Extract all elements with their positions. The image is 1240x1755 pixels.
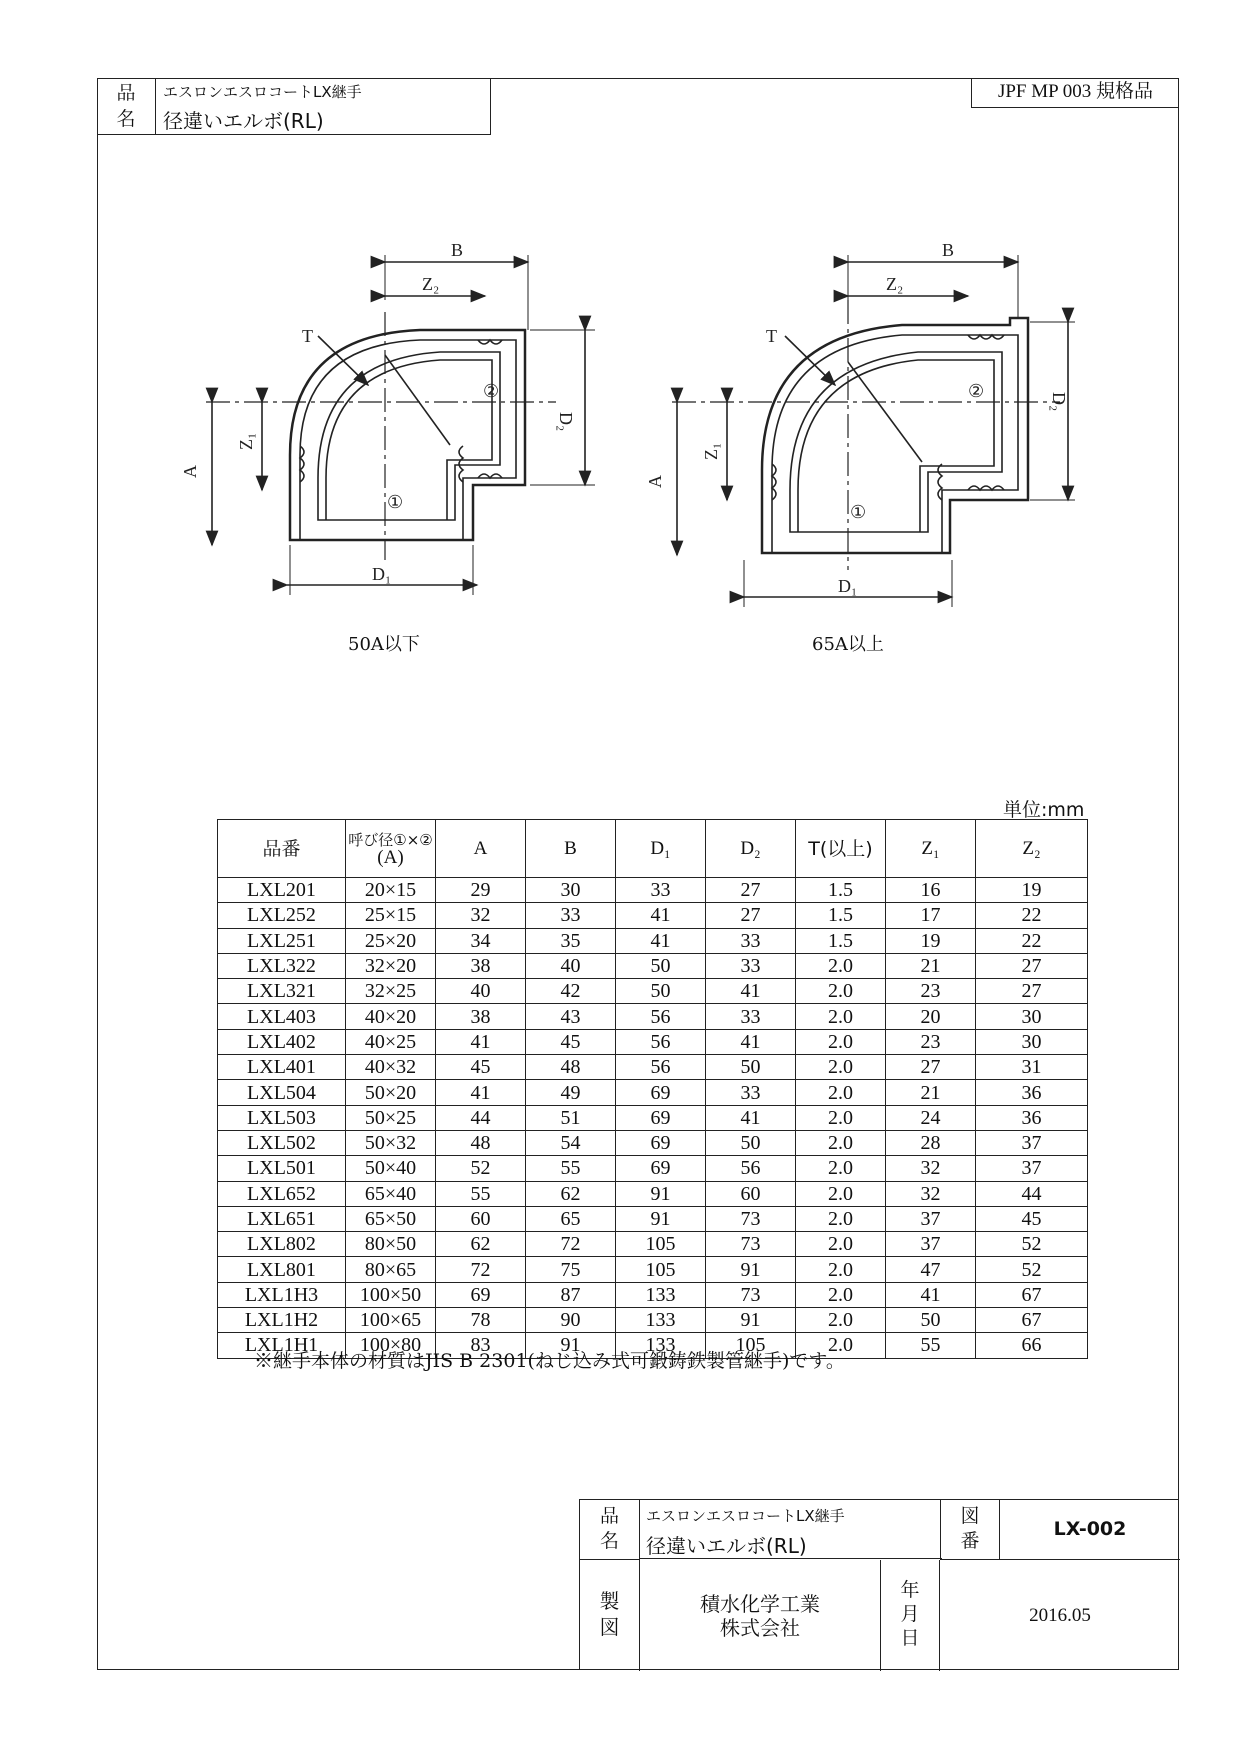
tb-label-tsuki: 月 <box>900 1603 920 1625</box>
tb-label-mei: 名 <box>599 1530 619 1552</box>
table-row <box>218 1130 1088 1155</box>
table-row <box>218 1232 1088 1257</box>
unit-label: 単位:mm <box>1003 799 1085 821</box>
table-cell: 2.0 <box>796 1257 886 1282</box>
table-cell: 32×25 <box>346 979 436 1004</box>
table-cell: 65×50 <box>346 1206 436 1231</box>
col-header-A: A <box>436 820 526 878</box>
tb-label-sei: 製 <box>599 1589 620 1613</box>
table-cell: 2.0 <box>796 1206 886 1231</box>
right-dim-B: B <box>942 240 955 260</box>
table-cell: 2.0 <box>796 1181 886 1206</box>
table-cell: 41 <box>886 1282 976 1307</box>
table-cell: 2.0 <box>796 953 886 978</box>
table-row <box>218 953 1088 978</box>
table-cell: 50 <box>886 1308 976 1333</box>
table-cell: 19 <box>886 928 976 953</box>
table-cell: 49 <box>526 1080 616 1105</box>
table-cell: 28 <box>886 1130 976 1155</box>
elbow-65a-drawing <box>672 255 1075 607</box>
left-dim-D2: D₂ <box>556 412 576 432</box>
table-cell: 66 <box>976 1333 1088 1358</box>
tb-date-label <box>880 1560 940 1671</box>
table-cell: LXL322 <box>218 953 346 978</box>
left-port-2: ② <box>483 381 500 401</box>
table-cell: 67 <box>976 1308 1088 1333</box>
table-cell: 1.5 <box>796 878 886 903</box>
table-cell: 45 <box>526 1029 616 1054</box>
tb-maker-label <box>580 1560 640 1671</box>
tb-label-hin: 品 <box>599 1505 619 1527</box>
col-header-size-unit: (A) <box>377 846 404 868</box>
table-cell: 2.0 <box>796 1232 886 1257</box>
table-cell: LXL252 <box>218 903 346 928</box>
table-cell: 1.5 <box>796 928 886 953</box>
table-cell: 52 <box>436 1156 526 1181</box>
table-cell: LXL201 <box>218 878 346 903</box>
table-cell: 55 <box>526 1156 616 1181</box>
table-row <box>218 1282 1088 1307</box>
left-dim-Z2: Z₂ <box>422 274 440 294</box>
table-cell: 16 <box>886 878 976 903</box>
table-cell: 40×32 <box>346 1055 436 1080</box>
tb-drawing-no-label <box>940 1500 1000 1560</box>
table-cell: 69 <box>616 1130 706 1155</box>
table-cell: 22 <box>976 928 1088 953</box>
table-cell: 32×20 <box>346 953 436 978</box>
table-cell: LXL501 <box>218 1156 346 1181</box>
table-cell: 38 <box>436 953 526 978</box>
table-cell: 50 <box>706 1055 796 1080</box>
table-row <box>218 1181 1088 1206</box>
table-cell: 69 <box>436 1282 526 1307</box>
table-cell: 32 <box>886 1181 976 1206</box>
table-cell: 50 <box>616 953 706 978</box>
col-header-part-no: 品番 <box>218 820 346 878</box>
table-cell: 2.0 <box>796 1282 886 1307</box>
elbow-drawings <box>0 0 1240 760</box>
table-row <box>218 928 1088 953</box>
table-cell: 41 <box>436 1029 526 1054</box>
table-cell: 105 <box>706 1333 796 1358</box>
right-caption: 65A以上 <box>812 634 884 655</box>
table-cell: 2.0 <box>796 1308 886 1333</box>
tb-date: 2016.05 <box>1029 1605 1091 1626</box>
table-cell: 23 <box>886 979 976 1004</box>
table-cell: LXL801 <box>218 1257 346 1282</box>
table-cell: 2.0 <box>796 979 886 1004</box>
col-header-D1: D₁ <box>616 820 706 878</box>
table-cell: 50×32 <box>346 1130 436 1155</box>
col-header-B: B <box>526 820 616 878</box>
table-cell: 44 <box>436 1105 526 1130</box>
table-cell: 37 <box>976 1156 1088 1181</box>
table-cell: 33 <box>706 1004 796 1029</box>
table-cell: 33 <box>706 928 796 953</box>
table-cell: 45 <box>436 1055 526 1080</box>
table-cell: 47 <box>886 1257 976 1282</box>
table-cell: 56 <box>706 1156 796 1181</box>
table-cell: 40×25 <box>346 1029 436 1054</box>
table-cell: 62 <box>526 1181 616 1206</box>
table-cell: 2.0 <box>796 1029 886 1054</box>
table-cell: 56 <box>616 1055 706 1080</box>
table-cell: 36 <box>976 1105 1088 1130</box>
table-cell: 41 <box>616 903 706 928</box>
table-cell: 60 <box>706 1181 796 1206</box>
table-row <box>218 1156 1088 1181</box>
table-cell: 73 <box>706 1282 796 1307</box>
table-cell: 80×65 <box>346 1257 436 1282</box>
tb-drawing-no: LX-002 <box>1000 1500 1180 1560</box>
table-row <box>218 1257 1088 1282</box>
table-cell: 56 <box>616 1029 706 1054</box>
table-cell: 72 <box>436 1257 526 1282</box>
tb-maker <box>640 1560 880 1671</box>
table-cell: 55 <box>886 1333 976 1358</box>
table-cell: 72 <box>526 1232 616 1257</box>
table-cell: 27 <box>976 953 1088 978</box>
table-cell: 91 <box>706 1308 796 1333</box>
left-dim-T: T <box>302 326 313 346</box>
table-cell: 32 <box>436 903 526 928</box>
table-row <box>218 878 1088 903</box>
table-cell: LXL1H1 <box>218 1333 346 1358</box>
right-dim-T: T <box>766 326 777 346</box>
table-cell: 48 <box>436 1130 526 1155</box>
tb-subtitle: エスロンエスロコートLX継手 <box>646 1507 845 1525</box>
table-cell: 105 <box>616 1232 706 1257</box>
header-title: 径違いエルボ(RL) <box>163 109 324 133</box>
table-cell: 48 <box>526 1055 616 1080</box>
table-cell: 21 <box>886 953 976 978</box>
table-cell: 67 <box>976 1282 1088 1307</box>
table-cell: 37 <box>886 1232 976 1257</box>
table-cell: 27 <box>706 878 796 903</box>
col-header-Z1: Z₁ <box>886 820 976 878</box>
table-cell: 52 <box>976 1232 1088 1257</box>
left-dim-B: B <box>451 240 464 260</box>
table-cell: 2.0 <box>796 1156 886 1181</box>
table-cell: 75 <box>526 1257 616 1282</box>
right-port-1: ① <box>850 502 867 522</box>
elbow-50a-drawing <box>206 255 595 595</box>
table-cell: 91 <box>706 1257 796 1282</box>
table-cell: 55 <box>436 1181 526 1206</box>
table-cell: 41 <box>436 1080 526 1105</box>
table-cell: 42 <box>526 979 616 1004</box>
table-cell: 19 <box>976 878 1088 903</box>
table-cell: 65 <box>526 1206 616 1231</box>
table-cell: 41 <box>706 979 796 1004</box>
table-cell: 17 <box>886 903 976 928</box>
table-cell: 23 <box>886 1029 976 1054</box>
table-cell: LXL251 <box>218 928 346 953</box>
tb-label-zu: 図 <box>960 1505 980 1527</box>
col-header-size-label: 呼び径①×② <box>348 830 433 849</box>
table-cell: 50 <box>706 1130 796 1155</box>
table-cell: 33 <box>616 878 706 903</box>
table-cell: 91 <box>616 1206 706 1231</box>
table-cell: 40 <box>526 953 616 978</box>
col-header-D2: D₂ <box>706 820 796 878</box>
table-cell: 100×65 <box>346 1308 436 1333</box>
table-cell: 60 <box>436 1206 526 1231</box>
table-cell: 100×80 <box>346 1333 436 1358</box>
header-label-mei: 名 <box>116 108 136 130</box>
table-cell: LXL652 <box>218 1181 346 1206</box>
table-cell: LXL1H3 <box>218 1282 346 1307</box>
table-cell: 27 <box>976 979 1088 1004</box>
table-cell: 30 <box>976 1029 1088 1054</box>
table-cell: 30 <box>976 1004 1088 1029</box>
table-cell: 80×50 <box>346 1232 436 1257</box>
tb-label-zu2: 図 <box>599 1615 620 1639</box>
table-cell: 100×50 <box>346 1282 436 1307</box>
col-header-Z2: Z₂ <box>976 820 1088 878</box>
table-cell: 69 <box>616 1080 706 1105</box>
table-cell: 87 <box>526 1282 616 1307</box>
tb-maker-line2: 株式会社 <box>720 1616 800 1640</box>
table-cell: 21 <box>886 1080 976 1105</box>
table-cell: 38 <box>436 1004 526 1029</box>
table-cell: LXL402 <box>218 1029 346 1054</box>
table-cell: LXL1H2 <box>218 1308 346 1333</box>
table-row <box>218 1029 1088 1054</box>
table-cell: 78 <box>436 1308 526 1333</box>
table-cell: 54 <box>526 1130 616 1155</box>
table-cell: 43 <box>526 1004 616 1029</box>
table-cell: 30 <box>526 878 616 903</box>
table-row <box>218 979 1088 1004</box>
left-dim-A: A <box>180 465 200 478</box>
table-cell: 35 <box>526 928 616 953</box>
table-cell: 133 <box>616 1308 706 1333</box>
table-cell: 65×40 <box>346 1181 436 1206</box>
table-cell: 20×15 <box>346 878 436 903</box>
table-cell: 34 <box>436 928 526 953</box>
table-cell: 27 <box>706 903 796 928</box>
table-cell: LXL802 <box>218 1232 346 1257</box>
table-cell: 50×40 <box>346 1156 436 1181</box>
table-cell: LXL321 <box>218 979 346 1004</box>
tb-name-label <box>580 1500 640 1560</box>
table-cell: 29 <box>436 878 526 903</box>
table-cell: LXL502 <box>218 1130 346 1155</box>
right-dim-D1: D₁ <box>838 576 858 596</box>
table-cell: 69 <box>616 1156 706 1181</box>
table-cell: LXL504 <box>218 1080 346 1105</box>
table-cell: 2.0 <box>796 1055 886 1080</box>
table-cell: 52 <box>976 1257 1088 1282</box>
table-row <box>218 1206 1088 1231</box>
table-cell: 2.0 <box>796 1130 886 1155</box>
tb-maker-line1: 積水化学工業 <box>700 1592 820 1616</box>
table-cell: 45 <box>976 1206 1088 1231</box>
table-cell: 22 <box>976 903 1088 928</box>
table-cell: 91 <box>616 1181 706 1206</box>
table-cell: 25×20 <box>346 928 436 953</box>
table-cell: 56 <box>616 1004 706 1029</box>
right-dim-Z1: Z₁ <box>701 442 721 460</box>
table-cell: 33 <box>526 903 616 928</box>
tb-label-hi: 日 <box>900 1627 920 1649</box>
table-cell: 73 <box>706 1206 796 1231</box>
table-cell: 73 <box>706 1232 796 1257</box>
table-cell: 44 <box>976 1181 1088 1206</box>
table-cell: 33 <box>706 953 796 978</box>
col-header-T: T(以上) <box>796 820 886 878</box>
table-cell: 105 <box>616 1257 706 1282</box>
table-cell: 69 <box>616 1105 706 1130</box>
table-cell: 2.0 <box>796 1105 886 1130</box>
table-cell: 40 <box>436 979 526 1004</box>
tb-title: 径違いエルボ(RL) <box>646 1534 807 1558</box>
table-cell: 41 <box>706 1029 796 1054</box>
table-cell: LXL401 <box>218 1055 346 1080</box>
title-block <box>579 1499 1179 1670</box>
table-cell: 40×20 <box>346 1004 436 1029</box>
table-cell: 24 <box>886 1105 976 1130</box>
table-cell: LXL503 <box>218 1105 346 1130</box>
header-label-hin: 品 <box>116 82 136 104</box>
spec-table <box>217 819 1088 1359</box>
table-cell: 133 <box>616 1282 706 1307</box>
table-row <box>218 1080 1088 1105</box>
table-cell: 2.0 <box>796 1004 886 1029</box>
table-cell: 50×25 <box>346 1105 436 1130</box>
table-cell: 20 <box>886 1004 976 1029</box>
table-cell: 27 <box>886 1055 976 1080</box>
right-dim-A: A <box>645 475 665 488</box>
tb-divider <box>640 1558 942 1559</box>
table-cell: 32 <box>886 1156 976 1181</box>
table-cell: 33 <box>706 1080 796 1105</box>
left-dim-D1: D₁ <box>372 564 392 584</box>
table-cell: 50 <box>616 979 706 1004</box>
table-row <box>218 1055 1088 1080</box>
table-cell: 133 <box>616 1333 706 1358</box>
right-port-2: ② <box>968 381 985 401</box>
table-row <box>218 1004 1088 1029</box>
table-row <box>218 1105 1088 1130</box>
table-cell: 2.0 <box>796 1333 886 1358</box>
table-cell: 31 <box>976 1055 1088 1080</box>
spec-table-body <box>218 878 1088 1359</box>
table-cell: 90 <box>526 1308 616 1333</box>
table-cell: 41 <box>706 1105 796 1130</box>
tb-label-ban: 番 <box>960 1530 980 1552</box>
left-dim-Z1: Z₁ <box>236 432 256 450</box>
table-cell: LXL651 <box>218 1206 346 1231</box>
table-cell: 1.5 <box>796 903 886 928</box>
table-cell: 50×20 <box>346 1080 436 1105</box>
col-header-size <box>346 820 436 878</box>
tb-label-nen: 年 <box>900 1579 920 1601</box>
table-cell: 62 <box>436 1232 526 1257</box>
left-port-1: ① <box>387 492 404 512</box>
table-cell: LXL403 <box>218 1004 346 1029</box>
table-cell: 41 <box>616 928 706 953</box>
left-caption: 50A以下 <box>348 634 420 655</box>
table-cell: 36 <box>976 1080 1088 1105</box>
right-dim-D2: D₂ <box>1049 392 1069 412</box>
table-cell: 2.0 <box>796 1080 886 1105</box>
table-row <box>218 1308 1088 1333</box>
table-row <box>218 903 1088 928</box>
table-header-row <box>218 820 1088 878</box>
table-cell: 25×15 <box>346 903 436 928</box>
table-cell: 37 <box>976 1130 1088 1155</box>
header-subtitle: エスロンエスロコートLX継手 <box>163 83 362 101</box>
table-cell: 83 <box>436 1333 526 1358</box>
right-dim-Z2: Z₂ <box>886 274 904 294</box>
table-cell: 91 <box>526 1333 616 1358</box>
material-note: ※継手本体の材質はJIS B 2301(ねじ込み式可鍛鋳鉄製管継手)です。 <box>254 1350 845 1372</box>
table-cell: 51 <box>526 1105 616 1130</box>
standard-badge: JPF MP 003 規格品 <box>971 78 1179 108</box>
table-cell: 37 <box>886 1206 976 1231</box>
